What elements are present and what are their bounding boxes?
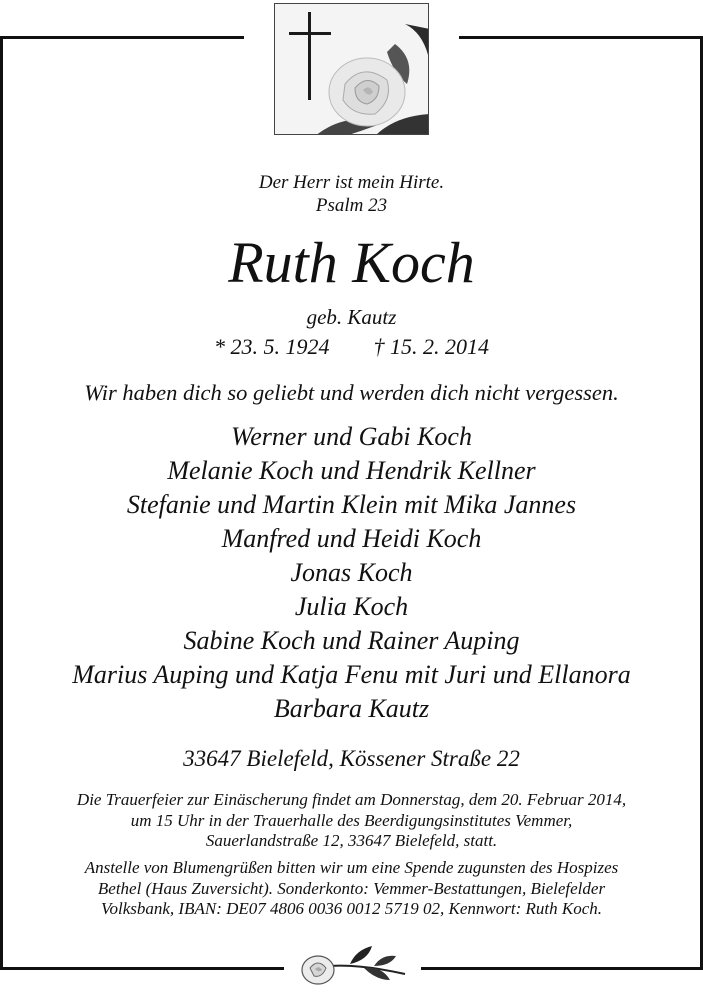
mourner-entry: Manfred und Heidi Koch <box>221 524 482 553</box>
verse-reference: Psalm 23 <box>315 195 388 216</box>
bible-verse: Der Herr ist mein Hirte. <box>258 172 445 193</box>
rose-ornament <box>290 936 410 996</box>
notice-line: Bethel (Haus Zuversicht). Sonderkonto: Vemmer-Bestattungen, Bielefelder <box>97 878 606 898</box>
frame-bottom-left <box>0 967 284 970</box>
death-date: † 15. 2. 2014 <box>373 334 489 359</box>
frame-bottom-right <box>421 967 703 970</box>
mourner-entry: Melanie Koch und Hendrik Kellner <box>167 456 536 485</box>
mourner-entry: Sabine Koch und Rainer Auping <box>183 626 520 655</box>
frame-top-left <box>0 36 244 39</box>
notice-line: Anstelle von Blumengrüßen bitten wir um eine Spende zugunsten des Hospizes <box>84 858 619 877</box>
mourner-entry: Marius Auping und Katja Fenu mit Juri und Ellanora <box>72 660 631 689</box>
mourner-entry: Stefanie und Martin Klein mit Mika Jannes <box>126 490 577 519</box>
farewell-motto: Wir haben dich so geliebt und werden dich nicht vergessen. <box>84 380 619 405</box>
notice-line: Die Trauerfeier zur Einäscherung findet am Donnerstag, dem 20. Februar 2014, <box>76 790 627 809</box>
mourner-entry: Barbara Kautz <box>273 694 430 723</box>
donation-notice <box>0 858 703 920</box>
mourner-entry: Jonas Koch <box>290 558 413 587</box>
mourner-entry: Julia Koch <box>294 592 409 621</box>
mourner-entry: Werner und Gabi Koch <box>231 422 472 451</box>
mourners-list <box>0 420 703 726</box>
family-address: 33647 Bielefeld, Kössener Straße 22 <box>183 746 520 771</box>
frame-top-right <box>459 36 703 39</box>
rose-image <box>275 4 429 135</box>
birth-date: * 23. 5. 1924 <box>214 334 330 359</box>
notice-line: Sauerlandstraße 12, 33647 Bielefeld, statt. <box>205 831 498 850</box>
deceased-name: Ruth Koch <box>228 230 475 295</box>
ceremony-notice <box>0 790 703 852</box>
notice-line: um 15 Uhr in der Trauerhalle des Beerdigungsinstitutes Vemmer, <box>130 810 573 830</box>
cross-rose-image <box>274 3 429 135</box>
notice-line: Volksbank, IBAN: DE07 4806 0036 0012 5719 02, Kennwort: Ruth Koch. <box>101 899 602 918</box>
life-dates <box>0 333 703 361</box>
maiden-name: geb. Kautz <box>306 305 397 329</box>
